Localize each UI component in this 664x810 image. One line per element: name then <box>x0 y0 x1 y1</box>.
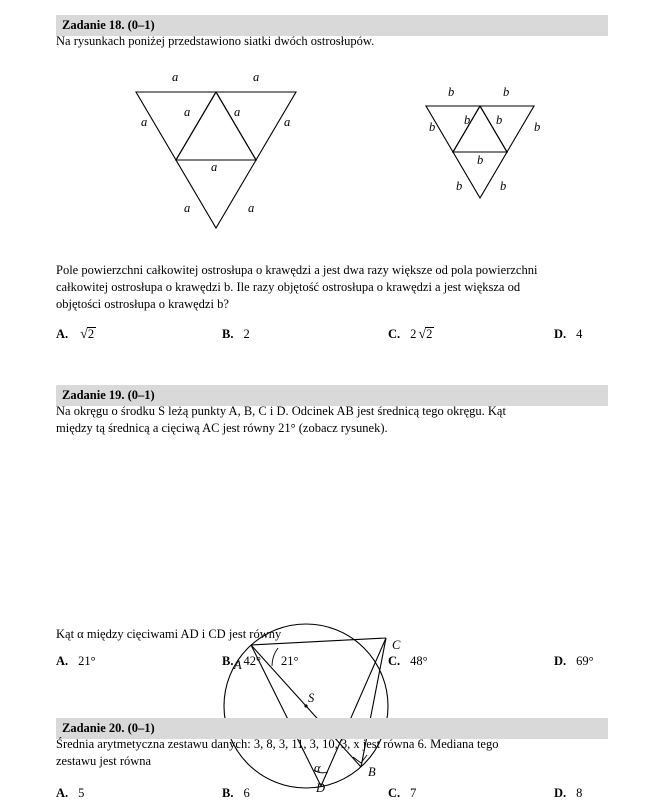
task-20-answer-b-value: 6 <box>243 786 250 800</box>
task-20-title: Zadanie 20. (0–1) <box>56 718 608 739</box>
task-20-answer-d-value: 8 <box>576 786 583 800</box>
task-19-answer-a-value: 21° <box>78 654 96 668</box>
net-b-label-bottom-left: b <box>456 179 463 193</box>
task-19-intro <box>56 403 608 437</box>
task-20-answer-c[interactable] <box>388 786 554 801</box>
net-a-label-left: a <box>141 115 148 129</box>
task-18-answer-c-value: 2 √2 <box>410 327 433 342</box>
task-20-answers <box>56 786 664 801</box>
task-18-answer-c-radicand: 2 <box>426 327 433 341</box>
task-18-question-line-1: Pole powierzchni całkowitej ostrosłupa o krawędzi a jest dwa razy większe od pola powierzchni <box>56 263 538 277</box>
task-19-intro-line-2: między tą średnicą a cięciwą AC jest równy 21° (zobacz rysunek). <box>56 420 388 435</box>
task-18-question-line-3: objętości ostrosłupa o krawędzi b? <box>56 296 229 311</box>
task-18-answer-d-value: 4 <box>576 327 583 341</box>
task-19-answer-c-letter: C. <box>388 654 401 668</box>
task-18-figures <box>56 60 608 235</box>
task-18-answer-a-letter: A. <box>56 327 69 341</box>
task-19-question <box>56 626 608 643</box>
circle-label-D: D <box>316 781 326 795</box>
task-20-answer-a-value: 5 <box>78 786 85 800</box>
net-a-label-inner-left: a <box>184 105 191 119</box>
task-18-intro-text: Na rysunkach poniżej przedstawiono siatki dwóch ostrosłupów. <box>56 34 375 48</box>
task-19-answer-d[interactable] <box>554 654 664 669</box>
net-b-label-top-left: b <box>448 85 455 99</box>
task-19-answer-b-letter: B. <box>222 654 234 668</box>
net-b-label-mid-bottom: b <box>477 153 484 167</box>
task-19-answer-c[interactable] <box>388 654 554 669</box>
task-18-answer-a[interactable] <box>56 327 222 343</box>
net-a-label-right: a <box>284 115 291 129</box>
net-a-label-inner-right: a <box>234 105 241 119</box>
task-20-answer-a[interactable] <box>56 786 222 801</box>
task-19-answer-b-value: 42° <box>243 654 261 668</box>
task-20-answer-c-value: 7 <box>410 786 417 800</box>
task-20-answer-d[interactable] <box>554 786 664 801</box>
task-18-title: Zadanie 18. (0–1) <box>56 15 608 36</box>
circle-label-S: S <box>308 691 315 705</box>
task-19-answer-a-letter: A. <box>56 654 69 668</box>
net-b-label-inner-left: b <box>464 113 471 127</box>
task-19-title: Zadanie 19. (0–1) <box>56 385 608 406</box>
circle-angle-label: 21° <box>281 654 299 668</box>
task-19-answer-d-letter: D. <box>554 654 567 668</box>
task-18-question <box>56 262 608 313</box>
task-20-answer-d-letter: D. <box>554 786 567 800</box>
task-19-intro-line-1: Na okręgu o środku S leżą punkty A, B, C i D. Odcinek AB jest średnicą tego okręgu. Kąt <box>56 404 506 418</box>
task-18-answer-a-radicand: 2 <box>87 327 95 341</box>
net-b-label-left: b <box>429 120 436 134</box>
task-19-answer-c-value: 48° <box>410 654 428 668</box>
net-b-label-right: b <box>534 120 541 134</box>
net-a-label-bottom-right: a <box>248 201 255 215</box>
net-a-label-top-right: a <box>253 70 260 84</box>
task-20-intro <box>56 736 608 770</box>
circle-label-A: A <box>234 658 242 672</box>
task-18-answer-b-letter: B. <box>222 327 234 341</box>
task-19-answer-d-value: 69° <box>576 654 594 668</box>
net-a-label-top-left: a <box>172 70 179 84</box>
net-pyramid-a-svg <box>56 60 608 235</box>
task-18-answer-d[interactable] <box>554 327 664 343</box>
task-20-answer-b-letter: B. <box>222 786 234 800</box>
task-20-intro-line-1: Średnia arytmetyczna zestawu danych: 3, 8, 3, 11, 3, 10, 3, x jest równa 6. Mediana tego <box>56 737 499 751</box>
net-a-label-mid-bottom: a <box>211 160 218 174</box>
net-b-label-top-right: b <box>503 85 510 99</box>
task-18-answer-c-letter: C. <box>388 327 401 341</box>
task-20-answer-a-letter: A. <box>56 786 69 800</box>
task-20-answer-b[interactable] <box>222 786 388 801</box>
net-b-label-inner-right: b <box>496 113 503 127</box>
task-19-answer-b[interactable] <box>222 654 388 669</box>
circle-alpha-label: α <box>314 761 321 775</box>
task-18-answers <box>56 327 664 343</box>
task-18-answer-b-value: 2 <box>243 327 250 341</box>
task-18-intro <box>56 33 608 50</box>
net-b-label-bottom-right: b <box>500 179 507 193</box>
task-18-answer-b[interactable] <box>222 327 388 343</box>
task-18-question-line-2: całkowitej ostrosłupa o krawędzi b. Ile razy objętość ostrosłupa o krawędzi a jest większa od <box>56 279 521 294</box>
task-18-answer-c-coefficient: 2 <box>410 327 417 341</box>
net-a-label-bottom-left: a <box>184 201 191 215</box>
task-18-answer-a-value: √2 <box>80 327 95 342</box>
circle-label-C: C <box>392 638 401 652</box>
task-20-answer-c-letter: C. <box>388 786 401 800</box>
circle-label-B: B <box>368 765 376 779</box>
task-19-question-text: Kąt α między cięciwami AD i CD jest równy <box>56 627 282 641</box>
task-18-answer-c[interactable] <box>388 327 554 343</box>
task-19-answer-a[interactable] <box>56 654 222 669</box>
task-19-answers <box>56 654 664 669</box>
task-18-answer-d-letter: D. <box>554 327 567 341</box>
task-20-intro-line-2: zestawu jest równa <box>56 753 152 768</box>
